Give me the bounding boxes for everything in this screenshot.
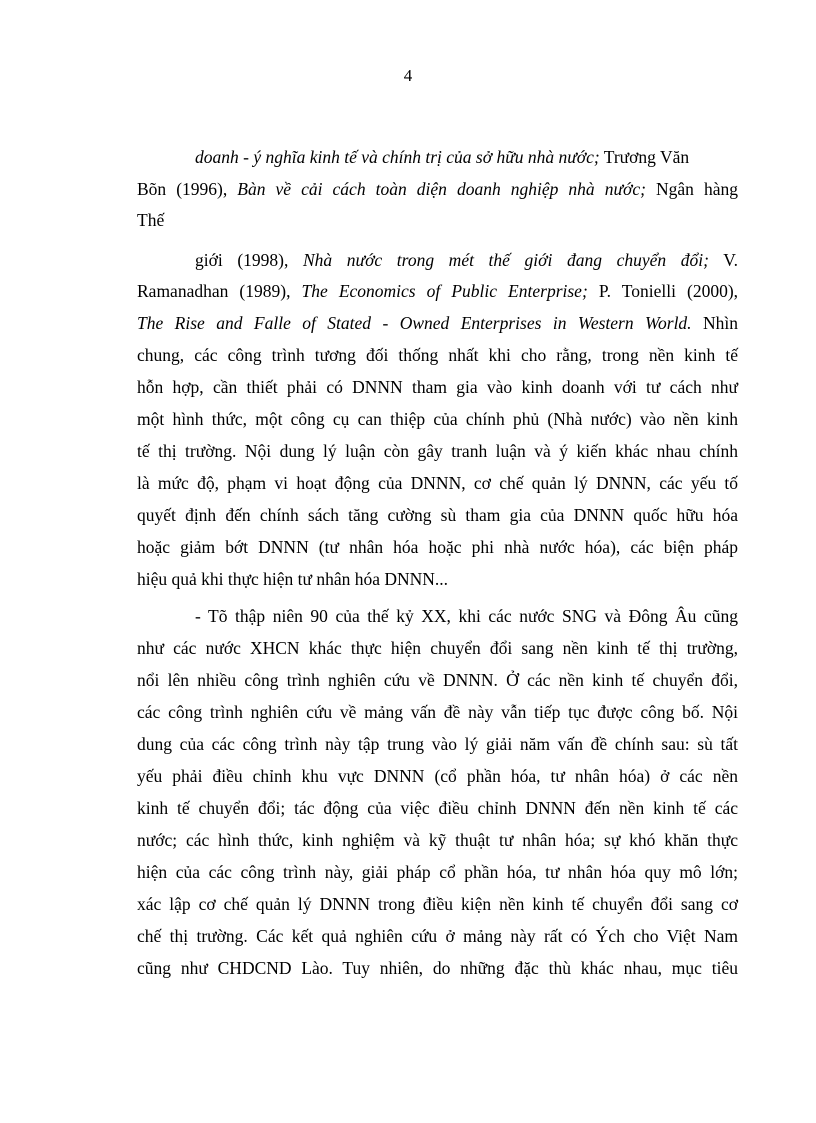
para3-line: hiện của các công trình này, giải pháp cổ phần hóa, tư nhân hóa quy mô lớn; [137, 862, 738, 882]
text-fragment: Ramanadhan (1989), [137, 281, 291, 301]
para3-line: nước; các hình thức, kinh nghiệm và kỹ thuật tư nhân hóa; sự khó khăn thực [137, 830, 738, 850]
book-title: doanh - ý nghĩa kinh tế và chính trị của sở hữu nhà nước; [195, 147, 600, 167]
para2-line: là mức độ, phạm vi hoạt động của DNNN, cơ chế quản lý DNNN, các yếu tố [137, 473, 738, 493]
para3-line: dung của các công trình này tập trung vào lý giải năm vấn đề chính sau: sù tất [137, 734, 738, 754]
para2-line: hoặc giảm bớt DNNN (tư nhân hóa hoặc phi nhà nước hóa), các biện pháp [137, 537, 738, 557]
page-number: 4 [403, 66, 413, 85]
para2-line: quyết định đến chính sách tăng cường sù tham gia của DNNN quốc hữu hóa [137, 505, 738, 525]
book-title: Bàn về cải cách toàn diện doanh nghiệp nhà nước; [237, 179, 646, 199]
para2-line-2 [137, 280, 738, 302]
para3-line: nổi lên nhiều công trình nghiên cứu về DNNN. Ở các nền kinh tế chuyển đổi, [137, 670, 738, 690]
book-title: The Rise and Falle of Stated - Owned Enterprises in Western World. [137, 313, 692, 333]
para3-line: cũng như CHDCND Lào. Tuy nhiên, do những đặc thù khác nhau, mục tiêu [137, 958, 738, 978]
para2-line-3 [137, 312, 738, 334]
para2-line: một hình thức, một công cụ can thiệp của chính phủ (Nhà nước) vào nền kinh [137, 409, 738, 429]
text-fragment: Trương Văn [599, 147, 690, 167]
para3-line: các công trình nghiên cứu về mảng vấn đề này vẫn tiếp tục được công bố. Nội [137, 702, 738, 722]
para2-line: chung, các công trình tương đối thống nhất khi cho rằng, trong nền kinh tế [137, 345, 738, 365]
para1-line-1 [195, 146, 738, 168]
para2-line: hỗn hợp, cần thiết phải có DNNN tham gia vào kinh doanh với tư cách như [137, 377, 738, 397]
para3-line-1: - Tõ thập niên 90 của thế kỷ XX, khi các nước SNG và Đông Âu cũng [195, 606, 738, 626]
text-fragment: V. [723, 250, 738, 270]
para3-line: yếu phải điều chỉnh khu vực DNNN (cổ phần hóa, tư nhân hóa) ở các nền [137, 766, 738, 786]
para3-line: như các nước XHCN khác thực hiện chuyển đổi sang nền kinh tế thị trường, [137, 638, 738, 658]
para2-line-1 [195, 249, 738, 271]
book-title: The Economics of Public Enterprise; [301, 281, 588, 301]
book-title: Nhà nước trong mét thế giới đang chuyển đổi; [303, 250, 709, 270]
para2-line: tế thị trường. Nội dung lý luận còn gây tranh luận và ý kiến khác nhau chính [137, 441, 738, 461]
para3-line: kinh tế chuyển đổi; tác động của việc điều chỉnh DNNN đến nền kinh tế các [137, 798, 738, 818]
para3-line: chế thị trường. Các kết quả nghiên cứu ở mảng này rất có Ých cho Việt Nam [137, 926, 738, 946]
para3-line: xác lập cơ chế quản lý DNNN trong điều kiện nền kinh tế chuyển đổi sang cơ [137, 894, 738, 914]
text-fragment: Nhìn [703, 313, 738, 333]
para1-line-2 [137, 178, 738, 200]
para1-line-3: Thế [137, 210, 165, 230]
text-fragment: giới (1998), [195, 250, 289, 270]
text-fragment: P. Tonielli (2000), [598, 281, 739, 301]
text-fragment: Ngân hàng [656, 179, 738, 199]
text-fragment: Bõn (1996), [137, 179, 228, 199]
para2-line: hiệu quả khi thực hiện tư nhân hóa DNNN... [137, 569, 449, 589]
